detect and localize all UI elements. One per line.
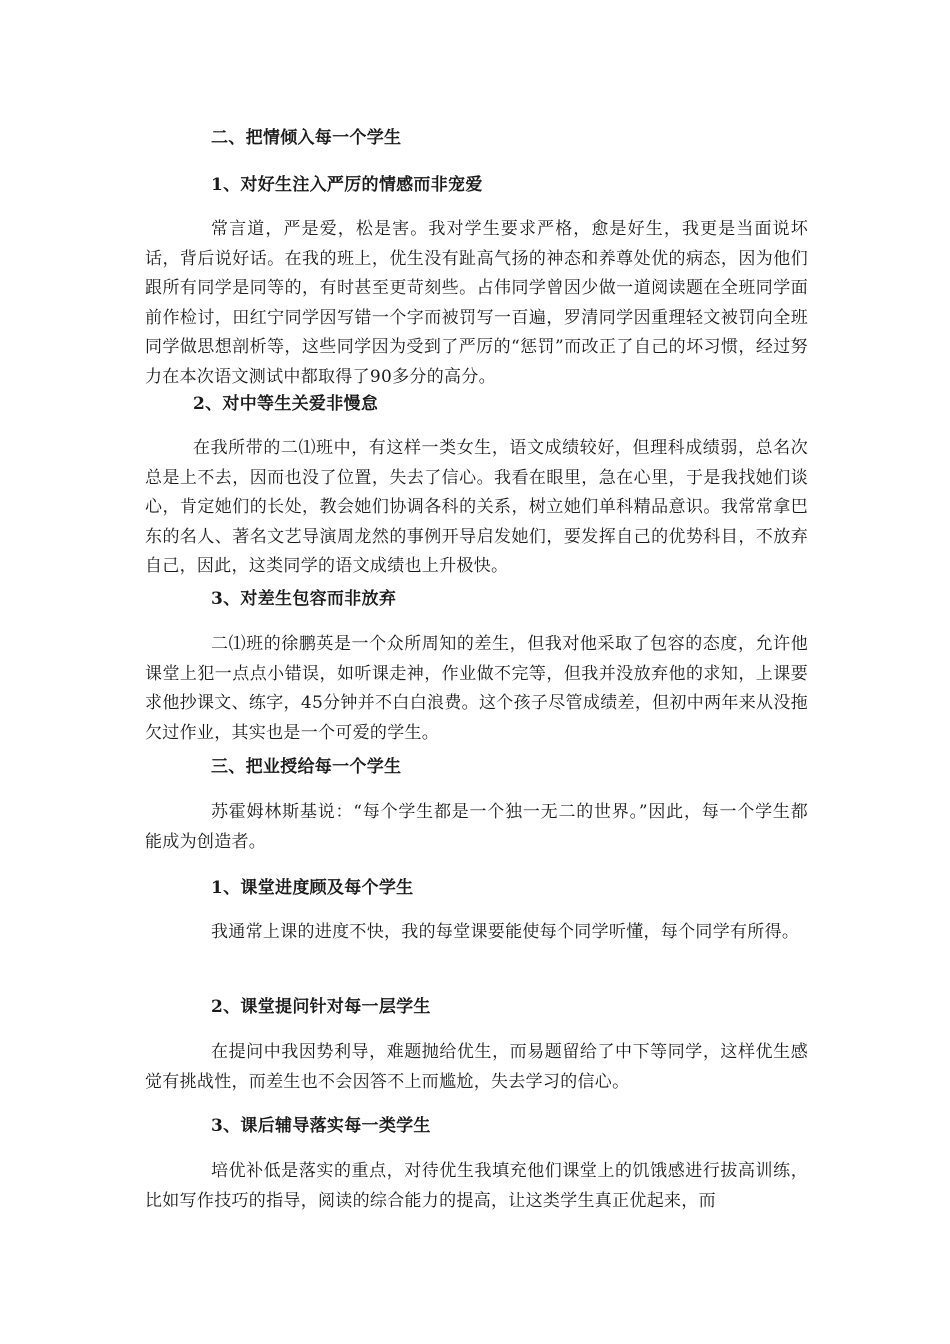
section-3-title: 三、把业授给每一个学生 [211,757,402,777]
section-2-2-paragraph: 在我所带的二⑴班中，有这样一类女生，语文成绩较好，但理科成绩弱，总名次总是上不去，因而也没了位置，失去了信心。我看在眼里，急在心里，于是我找她们谈心，肯定她们的长处，教会她们协调各科的关系，树立她们单科精品意识。我常常拿巴东的名人、著名文艺导演周龙然的事例开导启发她们，要发挥自己的优势科目，不放弃自己，因此，这类同学的语文成绩也上升极快。 [145,438,808,576]
section-3-3-title: 3、课后辅导落实每一类学生 [211,1116,431,1136]
section-2-1-paragraph: 常言道，严是爱，松是害。我对学生要求严格，愈是好生，我更是当面说坏话，背后说好话。在我的班上，优生没有趾高气扬的神态和养尊处优的病态，因为他们跟所有同学是同等的，有时甚至更苛刻些。占伟同学曾因少做一道阅读题在全班同学面前作检讨，田红宁同学因写错一个字而被罚写一百遍，罗清同学因重理轻文被罚向全班同学做思想剖析等，这些同学因为受到了严厉的“惩罚”而改正了自己的坏习惯，经过努力在本次语文测试中都取得了90多分的高分。 [145,219,808,387]
section-2-3-title: 3、对差生包容而非放弃 [211,589,397,609]
section-2-2-title: 2、对中等生关爱非慢怠 [193,394,379,414]
section-3-paragraph: 苏霍姆林斯基说：“每个学生都是一个独一无二的世界。”因此，每一个学生都能成为创造者。 [145,802,808,852]
section-3-3-paragraph: 培优补低是落实的重点，对待优生我填充他们课堂上的饥饿感进行拔高训练，比如写作技巧的指导，阅读的综合能力的提高，让这类学生真正优起来，而 [145,1161,808,1211]
section-2-1-title: 1、对好生注入严厉的情感而非宠爱 [211,175,483,195]
section-3-2-title: 2、课堂提问针对每一层学生 [211,997,431,1017]
section-3-1-paragraph: 我通常上课的进度不快，我的每堂课要能使每个同学听懂，每个同学有所得。 [211,922,800,942]
section-2-3-paragraph: 二⑴班的徐鹏英是一个众所周知的差生，但我对他采取了包容的态度，允许他课堂上犯一点点小错误，如听课走神，作业做不完等，但我并没放弃他的求知，上课要求他抄课文、练字，45分钟并不白白浪费。这个孩子尽管成绩差，但初中两年来从没拖欠过作业，其实也是一个可爱的学生。 [145,634,808,743]
section-3-1-title: 1、课堂进度顾及每个学生 [211,878,414,898]
section-2-title: 二、把情倾入每一个学生 [211,128,402,148]
section-3-2-paragraph: 在提问中我因势利导，难题抛给优生，而易题留给了中下等同学，这样优生感觉有挑战性，而差生也不会因答不上而尴尬，失去学习的信心。 [145,1042,808,1092]
